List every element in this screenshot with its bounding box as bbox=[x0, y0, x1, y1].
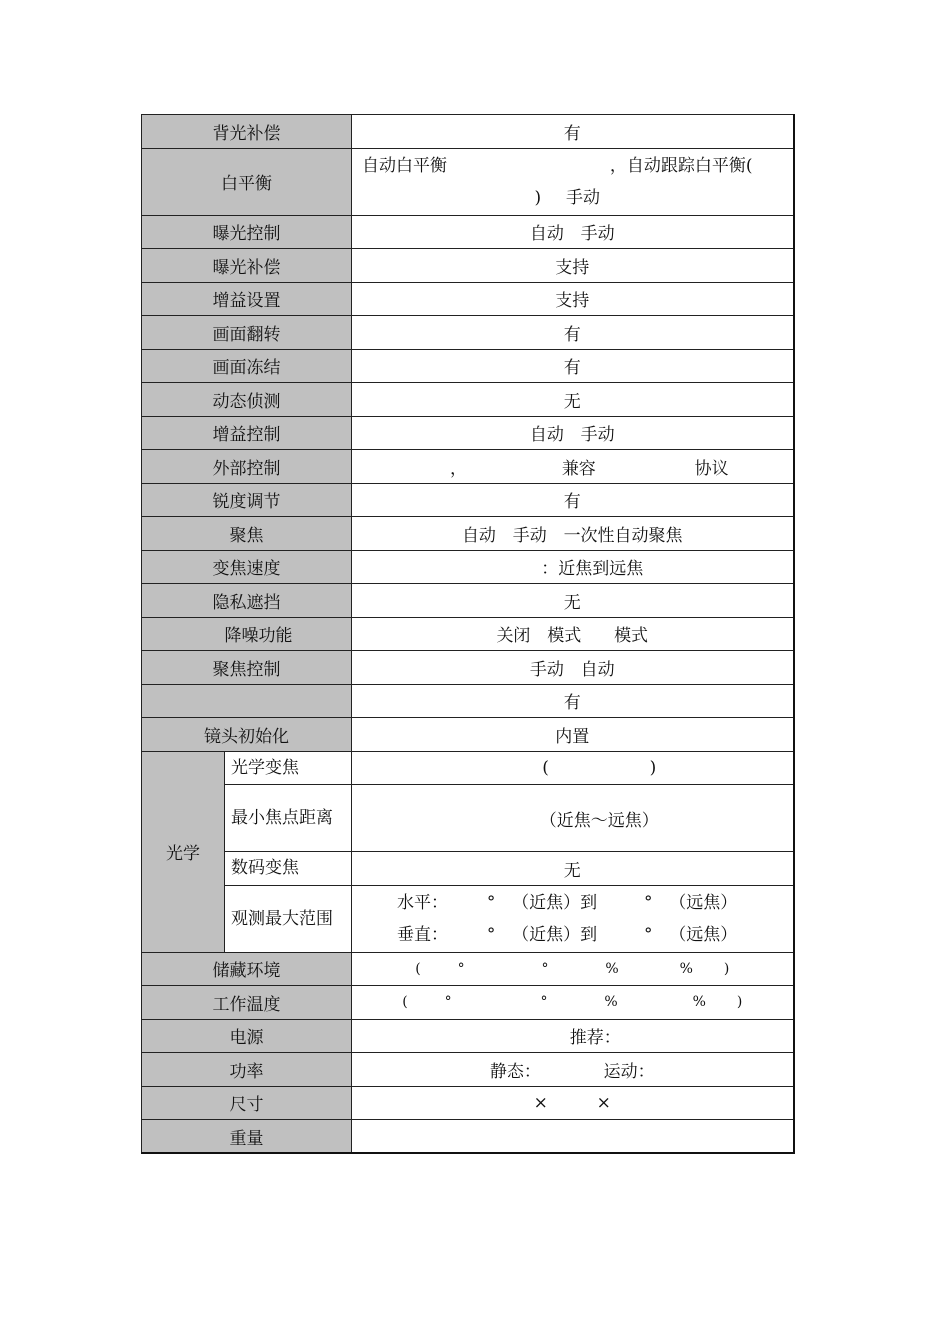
denoise-mode-b: 模式 bbox=[614, 626, 649, 647]
value-view-range bbox=[352, 885, 794, 952]
label-power-consumption: 功率 bbox=[142, 1053, 352, 1087]
label-min-focus: 最小焦点距离 bbox=[225, 785, 352, 852]
row-power bbox=[142, 1019, 794, 1053]
label-storage: 储藏环境 bbox=[142, 952, 352, 986]
storage-deg2: ° bbox=[541, 960, 549, 977]
row-weight bbox=[142, 1120, 794, 1154]
gain-auto: 自动 bbox=[529, 425, 564, 446]
row-exposure-comp bbox=[142, 249, 794, 283]
label-focus-ctrl: 聚焦控制 bbox=[142, 651, 352, 685]
label-zoom-speed: 变焦速度 bbox=[142, 550, 352, 584]
work-close: ) bbox=[736, 994, 743, 1011]
label-flip: 画面翻转 bbox=[142, 316, 352, 350]
label-motion: 动态侦测 bbox=[142, 383, 352, 417]
value-optical-zoom bbox=[352, 751, 794, 785]
ext-protocol: 协议 bbox=[694, 458, 729, 479]
label-weight: 重量 bbox=[142, 1120, 352, 1154]
work-deg1: ° bbox=[444, 994, 452, 1011]
label-gain-ctrl: 增益控制 bbox=[142, 416, 352, 450]
label-view-range: 观测最大范围 bbox=[225, 885, 352, 952]
row-freeze bbox=[142, 349, 794, 383]
wb-manual: 手动 bbox=[565, 187, 600, 208]
row-exposure-ctrl bbox=[142, 215, 794, 249]
value-power-consumption bbox=[352, 1053, 794, 1087]
storage-open: ( bbox=[415, 960, 421, 977]
row-storage bbox=[142, 952, 794, 986]
row-blank bbox=[142, 684, 794, 718]
value-exposure-ctrl bbox=[352, 215, 794, 249]
value-privacy: 无 bbox=[352, 584, 794, 618]
size-x2: × bbox=[596, 1092, 611, 1113]
row-size bbox=[142, 1086, 794, 1120]
label-backlight: 背光补偿 bbox=[142, 115, 352, 149]
value-lens-init: 内置 bbox=[352, 718, 794, 752]
work-pct2: % bbox=[692, 994, 706, 1011]
label-optical-zoom: 光学变焦 bbox=[225, 751, 352, 785]
label-ext-ctrl: 外部控制 bbox=[142, 450, 352, 484]
power-static: 静态： bbox=[489, 1061, 541, 1082]
focus-one-push: 一次性自动聚焦 bbox=[563, 525, 683, 546]
value-focus-ctrl bbox=[352, 651, 794, 685]
row-zoom-speed bbox=[142, 550, 794, 584]
row-gain-ctrl bbox=[142, 416, 794, 450]
row-ext-ctrl bbox=[142, 450, 794, 484]
value-freeze: 有 bbox=[352, 349, 794, 383]
wb-paren: ) bbox=[534, 187, 542, 208]
row-view-range bbox=[142, 885, 794, 952]
value-motion: 无 bbox=[352, 383, 794, 417]
row-optical-zoom bbox=[142, 751, 794, 785]
value-exposure-comp: 支持 bbox=[352, 249, 794, 283]
row-focus bbox=[142, 517, 794, 551]
view-h-label: 水平： bbox=[397, 892, 448, 913]
label-freeze: 画面冻结 bbox=[142, 349, 352, 383]
value-white-balance bbox=[352, 148, 794, 215]
row-privacy bbox=[142, 584, 794, 618]
wb-auto-track: ，自动跟踪白平衡( bbox=[609, 155, 753, 176]
label-white-balance: 白平衡 bbox=[142, 148, 352, 215]
gain-manual: 手动 bbox=[580, 425, 615, 446]
label-exposure-comp: 曝光补偿 bbox=[142, 249, 352, 283]
value-digital-zoom: 无 bbox=[352, 852, 794, 886]
row-gain-setting bbox=[142, 282, 794, 316]
row-denoise bbox=[142, 617, 794, 651]
exposure-manual: 手动 bbox=[580, 224, 615, 245]
row-backlight bbox=[142, 115, 794, 149]
row-lens-init bbox=[142, 718, 794, 752]
value-sharpness: 有 bbox=[352, 483, 794, 517]
view-h-deg2: ° bbox=[643, 892, 653, 913]
label-work-temp: 工作温度 bbox=[142, 986, 352, 1020]
view-v-label: 垂直： bbox=[397, 924, 448, 945]
value-gain-ctrl bbox=[352, 416, 794, 450]
denoise-off: 关闭 bbox=[496, 626, 531, 647]
focus-ctrl-manual: 手动 bbox=[529, 659, 564, 680]
value-blank: 有 bbox=[352, 684, 794, 718]
view-h-far: （远焦） bbox=[669, 892, 738, 913]
exposure-auto: 自动 bbox=[529, 224, 564, 245]
value-ext-ctrl bbox=[352, 450, 794, 484]
value-weight bbox=[352, 1120, 794, 1154]
value-storage bbox=[352, 952, 794, 986]
row-focus-ctrl bbox=[142, 651, 794, 685]
focus-auto: 自动 bbox=[461, 525, 496, 546]
work-pct1: % bbox=[604, 994, 618, 1011]
value-power: 推荐： bbox=[352, 1019, 794, 1053]
value-focus bbox=[352, 517, 794, 551]
value-backlight: 有 bbox=[352, 115, 794, 149]
row-digital-zoom bbox=[142, 852, 794, 886]
label-power: 电源 bbox=[142, 1019, 352, 1053]
optical-zoom-open: ( bbox=[542, 757, 549, 778]
wb-auto: 自动白平衡 bbox=[362, 155, 447, 176]
label-optics-group: 光学 bbox=[142, 751, 225, 952]
view-v-near: （近焦）到 bbox=[512, 924, 598, 945]
value-size bbox=[352, 1086, 794, 1120]
value-flip: 有 bbox=[352, 316, 794, 350]
value-work-temp bbox=[352, 986, 794, 1020]
value-zoom-speed: ：近焦到远焦 bbox=[352, 550, 794, 584]
denoise-mode-a: 模式 bbox=[547, 626, 582, 647]
spec-table bbox=[141, 114, 795, 1154]
value-min-focus: （近焦～远焦） bbox=[352, 785, 794, 852]
row-work-temp bbox=[142, 986, 794, 1020]
size-x1: × bbox=[533, 1092, 548, 1113]
label-lens-init: 镜头初始化 bbox=[142, 718, 352, 752]
label-exposure-ctrl: 曝光控制 bbox=[142, 215, 352, 249]
row-white-balance bbox=[142, 148, 794, 215]
view-h-near: （近焦）到 bbox=[512, 892, 598, 913]
work-deg2: ° bbox=[540, 994, 548, 1011]
optical-zoom-close: ) bbox=[649, 757, 657, 778]
work-open: ( bbox=[402, 994, 408, 1011]
view-v-deg1: ° bbox=[486, 924, 496, 945]
label-focus: 聚焦 bbox=[142, 517, 352, 551]
label-privacy: 隐私遮挡 bbox=[142, 584, 352, 618]
ext-compatible: 兼容 bbox=[561, 458, 596, 479]
row-motion bbox=[142, 383, 794, 417]
label-sharpness: 锐度调节 bbox=[142, 483, 352, 517]
row-flip bbox=[142, 316, 794, 350]
label-denoise: 降噪功能 bbox=[142, 617, 352, 651]
view-h-deg1: ° bbox=[486, 892, 496, 913]
row-min-focus bbox=[142, 785, 794, 852]
focus-ctrl-auto: 自动 bbox=[580, 659, 615, 680]
storage-pct2: % bbox=[679, 960, 693, 977]
value-denoise bbox=[352, 617, 794, 651]
row-sharpness bbox=[142, 483, 794, 517]
row-power-consumption bbox=[142, 1053, 794, 1087]
value-gain-setting: 支持 bbox=[352, 282, 794, 316]
ext-comma: ， bbox=[450, 458, 467, 479]
label-blank bbox=[142, 684, 352, 718]
label-gain-setting: 增益设置 bbox=[142, 282, 352, 316]
storage-deg1: ° bbox=[457, 960, 465, 977]
storage-close: ) bbox=[723, 960, 730, 977]
storage-pct1: % bbox=[605, 960, 619, 977]
focus-manual: 手动 bbox=[512, 525, 547, 546]
view-v-deg2: ° bbox=[643, 924, 653, 945]
power-motion: 运动： bbox=[603, 1061, 655, 1082]
label-digital-zoom: 数码变焦 bbox=[225, 852, 352, 886]
view-v-far: （远焦） bbox=[669, 924, 738, 945]
label-size: 尺寸 bbox=[142, 1086, 352, 1120]
